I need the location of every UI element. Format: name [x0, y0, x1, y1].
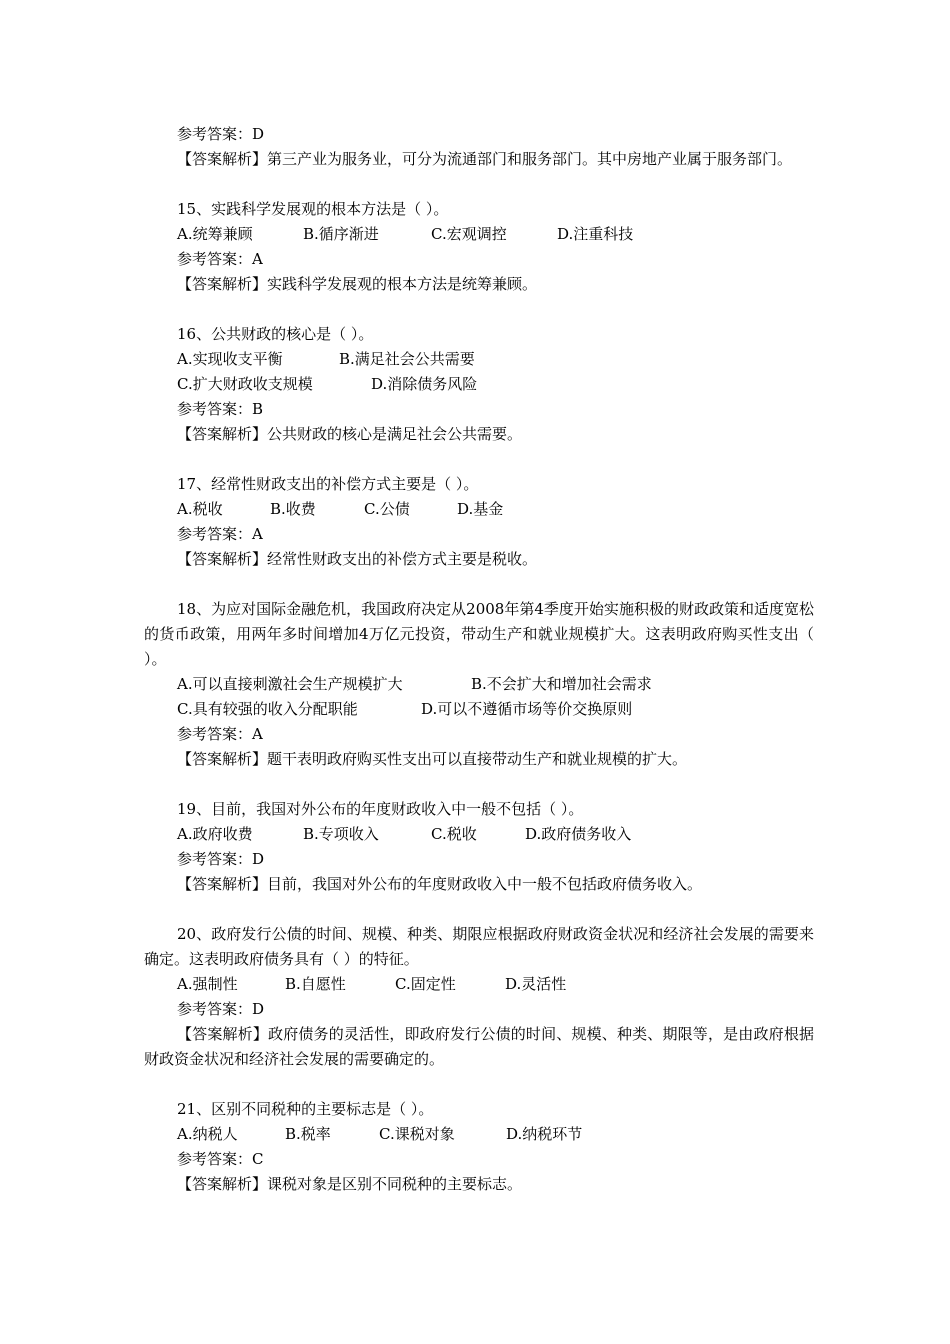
answer-line: 参考答案：A: [177, 525, 263, 543]
document-page: [144, 122, 814, 1197]
analysis-paragraph: 【答案解析】第三产业为服务业，可分为流通部门和服务部门。其中房地产业属于服务部门。: [177, 150, 793, 168]
options-row: [144, 372, 814, 397]
spacer: [144, 1072, 814, 1097]
spacer: [144, 897, 814, 922]
question-list: [144, 172, 814, 1197]
analysis-paragraph: 【答案解析】政府债务的灵活性，即政府发行公债的时间、规模、种类、期限等，是由政府根据财政资金状况和经济社会发展的需要确定的。: [144, 1025, 814, 1068]
spacer: [144, 297, 814, 322]
option-c: C.宏观调控: [431, 225, 507, 243]
options-row: [144, 672, 814, 697]
answer-line: 参考答案：A: [177, 725, 263, 743]
question-stem: 20、政府发行公债的时间、规模、种类、期限应根据政府财政资金状况和经济社会发展的需要来确定。这表明政府债务具有（ ）的特征。: [144, 925, 814, 968]
analysis-paragraph: 【答案解析】题干表明政府购买性支出可以直接带动生产和就业规模的扩大。: [177, 750, 688, 768]
option-b: B.收费: [270, 500, 316, 518]
analysis-paragraph: 【答案解析】实践科学发展观的根本方法是统筹兼顾。: [177, 275, 538, 293]
option-b: B.满足社会公共需要: [339, 350, 475, 368]
option-c: C.公债: [364, 500, 410, 518]
options-row: [144, 697, 814, 722]
options-row: [144, 222, 814, 247]
option-d: D.政府债务收入: [525, 825, 632, 843]
option-c: C.扩大财政收支规模: [177, 375, 313, 393]
analysis-paragraph: 【答案解析】经常性财政支出的补偿方式主要是税收。: [177, 550, 538, 568]
option-c: C.课税对象: [379, 1125, 455, 1143]
analysis-paragraph: 【答案解析】目前，我国对外公布的年度财政收入中一般不包括政府债务收入。: [177, 875, 703, 893]
option-d: D.可以不遵循市场等价交换原则: [421, 700, 633, 718]
question-stem: 16、公共财政的核心是（ ）。: [177, 325, 374, 343]
option-c: C.税收: [431, 825, 477, 843]
option-b: B.自愿性: [285, 975, 346, 993]
option-d: D.消除债务风险: [371, 375, 478, 393]
options-row: [144, 822, 814, 847]
options-row: [144, 1122, 814, 1147]
spacer: [144, 772, 814, 797]
question-stem: 17、经常性财政支出的补偿方式主要是（ ）。: [177, 475, 479, 493]
option-a: A.政府收费: [177, 825, 253, 843]
option-a: A.税收: [177, 500, 223, 518]
answer-line: 参考答案：D: [177, 1000, 265, 1018]
option-b: B.不会扩大和增加社会需求: [471, 675, 652, 693]
answer-line: 参考答案：D: [177, 125, 265, 143]
option-d: D.注重科技: [557, 225, 634, 243]
option-a: A.可以直接刺激社会生产规模扩大: [177, 675, 403, 693]
option-b: B.循序渐进: [303, 225, 379, 243]
answer-line: 参考答案：B: [177, 400, 264, 418]
spacer: [144, 172, 814, 197]
options-row: [144, 497, 814, 522]
option-d: D.基金: [457, 500, 504, 518]
answer-line: 参考答案：A: [177, 250, 263, 268]
option-a: A.强制性: [177, 975, 238, 993]
spacer: [144, 447, 814, 472]
question-stem: 18、为应对国际金融危机，我国政府决定从2008年第4季度开始实施积极的财政政策和适度宽松的货币政策，用两年多时间增加4万亿元投资，带动生产和就业规模扩大。这表明政府购买性支出（ ）。: [144, 600, 814, 668]
option-d: D.灵活性: [505, 975, 567, 993]
option-a: A.纳税人: [177, 1125, 238, 1143]
analysis-paragraph: 【答案解析】课税对象是区别不同税种的主要标志。: [177, 1175, 523, 1193]
option-c: C.具有较强的收入分配职能: [177, 700, 358, 718]
answer-line: 参考答案：C: [177, 1150, 264, 1168]
options-row: [144, 972, 814, 997]
option-c: C.固定性: [395, 975, 456, 993]
option-a: A.实现收支平衡: [177, 350, 283, 368]
option-b: B.专项收入: [303, 825, 379, 843]
option-b: B.税率: [285, 1125, 331, 1143]
spacer: [144, 572, 814, 597]
answer-line: 参考答案：D: [177, 850, 265, 868]
question-stem: 19、目前，我国对外公布的年度财政收入中一般不包括（ ）。: [177, 800, 584, 818]
analysis-paragraph: 【答案解析】公共财政的核心是满足社会公共需要。: [177, 425, 523, 443]
option-d: D.纳税环节: [506, 1125, 583, 1143]
options-row: [144, 347, 814, 372]
option-a: A.统筹兼顾: [177, 225, 253, 243]
question-stem: 21、区别不同税种的主要标志是（ ）。: [177, 1100, 434, 1118]
question-stem: 15、实践科学发展观的根本方法是（ ）。: [177, 200, 449, 218]
